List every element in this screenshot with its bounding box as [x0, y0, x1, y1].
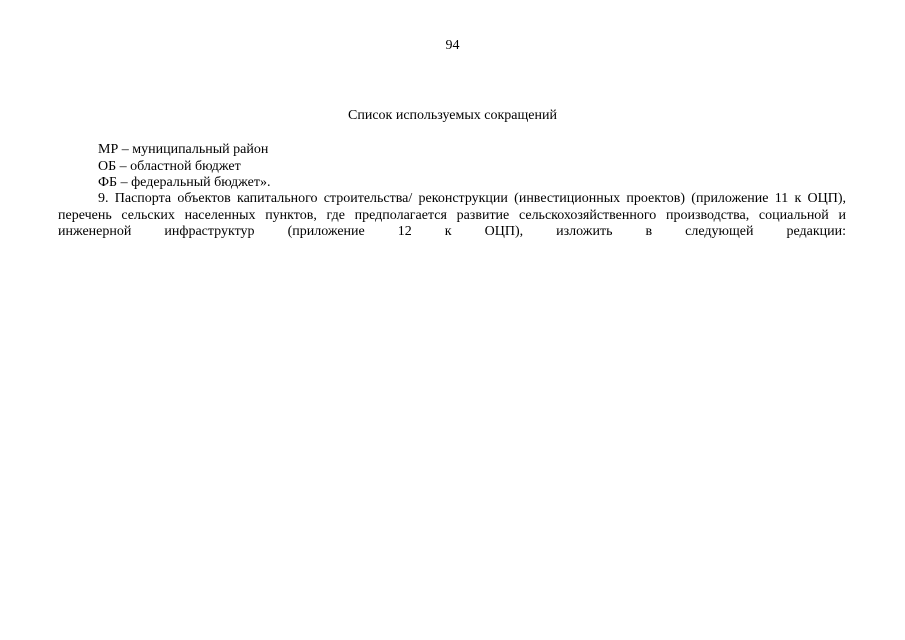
abbreviation-item-mr: МР – муниципальный район — [98, 142, 269, 157]
abbreviation-item-fb: ФБ – федеральный бюджет». — [98, 175, 271, 190]
body-paragraph: 9. Паспорта объектов капитального строительства/ реконструкции (инвестиционных проектов) (приложение 11 к ОЦП), перечень сельских населенных пунктов, где предполагается развитие сельскохозяйственного производства, социальной и инженерной инфраструктур (приложение 12 к ОЦП), изложить в следующей редакции: — [58, 191, 846, 239]
abbreviation-item-ob: ОБ – областной бюджет — [98, 158, 241, 174]
page-number: 94 — [445, 38, 460, 53]
abbreviation-list — [98, 142, 798, 192]
section-title: Список используемых сокращений — [348, 108, 557, 123]
